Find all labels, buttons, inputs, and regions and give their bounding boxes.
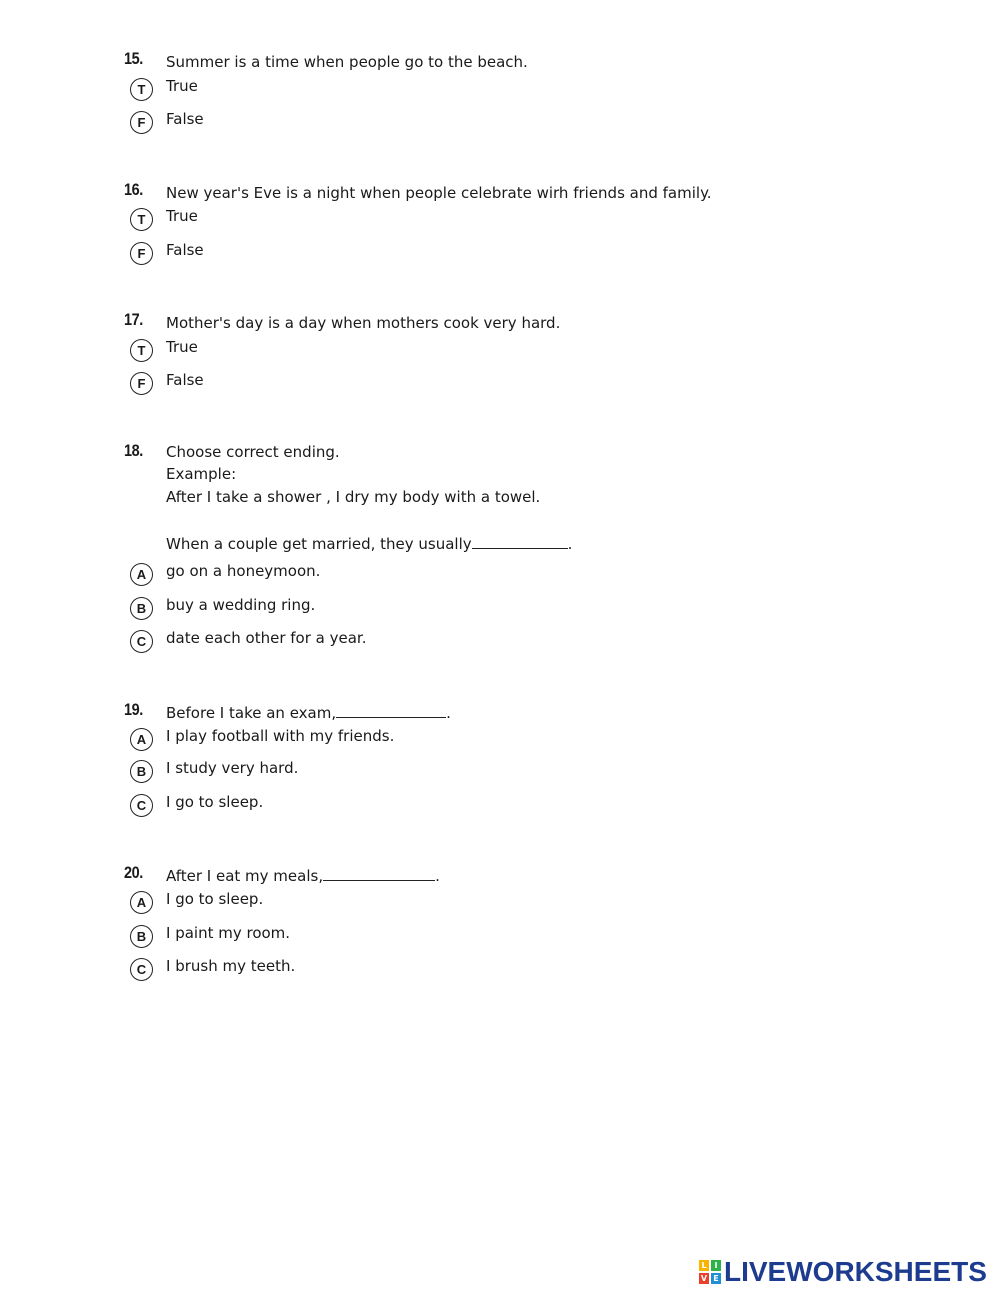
question-text (166, 533, 572, 556)
logo-block: I (711, 1260, 721, 1271)
answer-bubble[interactable]: B (130, 760, 153, 783)
option-b[interactable] (130, 597, 830, 623)
answer-bubble[interactable]: T (130, 339, 153, 362)
logo-block: V (700, 1274, 708, 1283)
question-text: Summer is a time when people go to the beach. (166, 53, 528, 71)
question-text (166, 865, 440, 888)
logo-block: E (711, 1273, 721, 1284)
option-true[interactable] (130, 208, 830, 234)
option-false[interactable] (130, 372, 830, 398)
option-a[interactable] (130, 728, 830, 754)
option-true[interactable] (130, 339, 830, 365)
question-number: 16. (124, 180, 143, 199)
option-true[interactable] (130, 78, 830, 104)
option-text: True (166, 338, 198, 356)
question-number: 18. (124, 441, 143, 460)
option-text: True (166, 207, 198, 225)
option-text: I study very hard. (166, 759, 299, 777)
period: . (446, 704, 451, 722)
answer-bubble[interactable]: F (130, 111, 153, 134)
logo-text: LIVEWORKSHEETS (724, 1256, 987, 1287)
answer-bubble[interactable]: A (130, 891, 153, 914)
option-text: False (166, 110, 204, 128)
answer-bubble[interactable]: C (130, 630, 153, 653)
option-false[interactable] (130, 242, 830, 268)
question-text (166, 702, 451, 725)
question-text: New year's Eve is a night when people celebrate wirh friends and family. (166, 184, 712, 202)
answer-blank (323, 865, 435, 881)
option-text: I play football with my friends. (166, 727, 395, 745)
option-a[interactable] (130, 891, 830, 917)
answer-bubble[interactable]: B (130, 597, 153, 620)
question-number: 15. (124, 49, 143, 68)
example-sentence: After I take a shower , I dry my body with a towel. (166, 488, 541, 506)
option-b[interactable] (130, 925, 830, 951)
option-text: True (166, 77, 198, 95)
answer-bubble[interactable]: A (130, 563, 153, 586)
option-text: buy a wedding ring. (166, 596, 316, 614)
answer-bubble[interactable]: C (130, 794, 153, 817)
option-c[interactable] (130, 794, 830, 820)
option-text: go on a honeymoon. (166, 562, 321, 580)
liveworksheets-logo (699, 1258, 987, 1286)
question-number: 19. (124, 700, 143, 719)
option-text: I paint my room. (166, 924, 291, 942)
period: . (567, 535, 573, 553)
answer-bubble[interactable]: F (130, 242, 153, 265)
answer-bubble[interactable]: C (130, 958, 153, 981)
answer-bubble[interactable]: F (130, 372, 153, 395)
question-instruction: Choose correct ending. (166, 443, 340, 461)
logo-block: L (699, 1260, 709, 1271)
option-text: False (166, 241, 204, 259)
option-c[interactable] (130, 958, 830, 984)
answer-blank (472, 533, 568, 549)
question-stem: When a couple get married, they usually (166, 535, 472, 553)
answer-bubble[interactable]: B (130, 925, 153, 948)
question-stem: After I eat my meals, (166, 867, 324, 885)
question-text: Mother's day is a day when mothers cook very hard. (166, 314, 561, 332)
question-stem: Before I take an exam, (166, 704, 337, 722)
answer-bubble[interactable]: T (130, 208, 153, 231)
question-number: 17. (124, 310, 143, 329)
option-text: I go to sleep. (166, 890, 264, 908)
answer-bubble[interactable]: T (130, 78, 153, 101)
option-b[interactable] (130, 760, 830, 786)
answer-blank (336, 702, 446, 718)
option-false[interactable] (130, 111, 830, 137)
option-text: I go to sleep. (166, 793, 264, 811)
option-text: date each other for a year. (166, 629, 367, 647)
answer-bubble[interactable]: A (130, 728, 153, 751)
logo-icon (699, 1260, 721, 1284)
example-label: Example: (166, 465, 237, 483)
question-number: 20. (124, 863, 143, 882)
option-a[interactable] (130, 563, 830, 589)
option-c[interactable] (130, 630, 830, 656)
option-text: I brush my teeth. (166, 957, 296, 975)
option-text: False (166, 371, 204, 389)
period: . (435, 867, 440, 885)
